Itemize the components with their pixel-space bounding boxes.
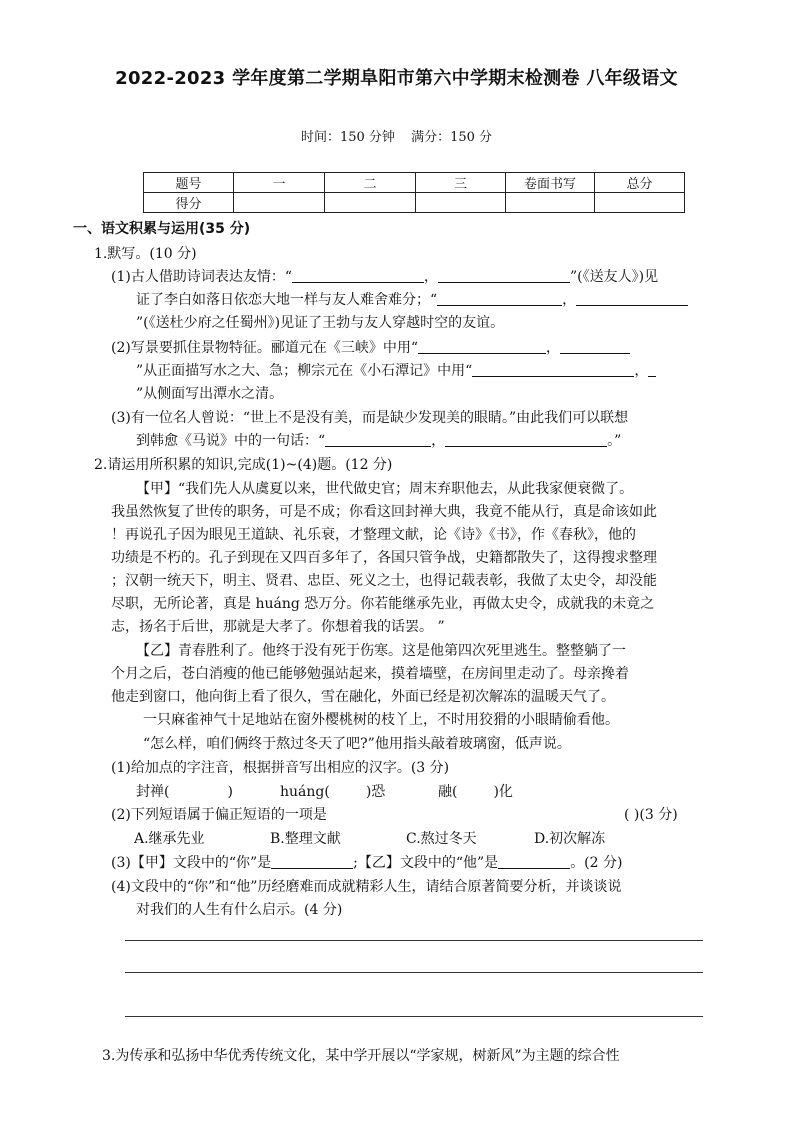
- yi-line: 个月之后，苍白消瘦的他已能够勉强站起来，摸着墙壁，在房间里走动了。母亲搀着: [111, 666, 629, 682]
- q2-s2-question: (2)下列短语属于偏正短语的一项是: [111, 807, 327, 823]
- score-table-score-row: [144, 193, 685, 213]
- q1-p2-line1: [111, 337, 630, 357]
- jia-line: 【甲】“我们先人从虞夏以来，世代做史官；周末弃职他去，从此我家便衰微了。: [136, 481, 634, 497]
- text: (2)写景要抓住景物特征。郦道元在《三峡》中用“: [111, 340, 418, 356]
- fill-blank[interactable]: [445, 432, 607, 447]
- exam-time: 时间：150 分钟: [300, 130, 395, 145]
- yi-line: 【乙】青春胜利了。他终于没有死于伤寒。这是他第四次死里逃生。整整躺了一: [136, 643, 626, 659]
- table-cell: 一: [234, 173, 325, 193]
- q2-label: 2.请运用所积累的知识,完成(1)~(4)题。(12 分): [94, 457, 393, 473]
- fill-blank[interactable]: [498, 854, 570, 869]
- fill-blank[interactable]: [438, 268, 570, 283]
- table-cell: 题号: [144, 173, 234, 193]
- text: (1)古人借助诗词表达友情：“: [111, 269, 292, 285]
- text: )化: [493, 784, 513, 800]
- q2-s1-item-c: [438, 781, 513, 801]
- text: ，: [424, 269, 438, 285]
- table-cell: 二: [325, 173, 416, 193]
- fill-blank[interactable]: [560, 339, 630, 354]
- text: ，: [431, 433, 446, 449]
- q1-p1-line3: ”(《送杜少府之任蜀州》)见证了王勃与友人穿越时空的友谊。: [136, 315, 505, 331]
- score-input-cell[interactable]: [325, 193, 416, 213]
- text: 。”: [607, 433, 622, 449]
- table-cell: 卷面书写: [506, 173, 595, 193]
- table-cell: 三: [416, 173, 506, 193]
- text: ，: [634, 363, 649, 379]
- option-b[interactable]: B.整理文献: [270, 831, 341, 847]
- exam-full-score: 满分：150 分: [411, 130, 493, 145]
- q1-p3-line1: (3)有一位名人曾说：“世上不是没有美，而是缺少发现美的眼睛。”由此我们可以联想: [111, 410, 629, 426]
- text: ，: [546, 340, 560, 356]
- q2-s1-item-b: [280, 781, 385, 801]
- jia-line: 功绩是不朽的。孔子到现在又四百多年了，各国只管争战，史籍都散失了，这得搜求整理: [111, 550, 657, 566]
- jia-line: 尽职，无所论著，真是 huáng 恐万分。你若能继承先业，再做太史令，成就我的未竟之: [111, 596, 655, 612]
- q3-text: 3.为传承和弘扬中华优秀传统文化，某中学开展以“学家规，树新风”为主题的综合性: [102, 1048, 620, 1064]
- jia-line: ；汉朝一统天下，明主、贤君、忠臣、死义之士，也得记载表彰，我做了太史令，却没能: [111, 573, 657, 589]
- score-input-cell[interactable]: [506, 193, 595, 213]
- text: 证了李白如落日依恋大地一样与友人难舍难分；“: [136, 292, 438, 308]
- text: ): [227, 784, 233, 800]
- fill-blank[interactable]: [325, 432, 431, 447]
- text: ”(《送友人》)见: [570, 269, 659, 285]
- yi-line: 一只麻雀神气十足地站在窗外樱桃树的枝丫上，不时用狡猾的小眼睛偷看他。: [143, 712, 619, 728]
- yi-line: 他走到窗口，他向街上看了很久，雪在融化，外面已经是初次解冻的温暖天气了。: [111, 689, 615, 705]
- fill-blank[interactable]: [472, 362, 634, 377]
- score-table: [143, 172, 685, 213]
- section-heading: 一、语文积累与运用(35 分): [73, 221, 251, 237]
- exam-info: [0, 126, 793, 145]
- score-input-cell[interactable]: [416, 193, 506, 213]
- q1-p2-line3: ”从侧面写出潭水之清。: [136, 386, 284, 402]
- option-a[interactable]: A.继承先业: [134, 831, 205, 847]
- page-title: 2022-2023 学年度第二学期阜阳市第六中学期末检测卷 八年级语文: [115, 68, 678, 89]
- q1-p1-line1: [111, 266, 658, 286]
- text: ”从正面描写水之大、急；柳宗元在《小石潭记》中用“: [136, 363, 473, 379]
- option-c[interactable]: C.熬过冬天: [406, 831, 477, 847]
- text: ;【乙】文段中的“他”是: [353, 855, 499, 871]
- text: ，: [562, 292, 577, 308]
- answer-line[interactable]: [125, 1016, 703, 1017]
- yi-line: “怎么样，咱们俩终于熬过冬天了吧?”他用指头敲着玻璃窗，低声说。: [143, 736, 571, 752]
- q2-s2-answer-bracket[interactable]: ( )(3 分): [624, 807, 678, 823]
- q2-s1-item-a: [136, 781, 233, 801]
- jia-line: 志，扬名于后世，那就是大孝了。你想着我的话罢。 ”: [111, 619, 445, 635]
- q2-s1-question: (1)给加点的字注音，根据拼音写出相应的汉字。(3 分): [111, 760, 450, 776]
- answer-line[interactable]: [125, 940, 703, 941]
- text: 到韩愈《马说》中的一句话：“: [136, 433, 326, 449]
- answer-line[interactable]: [125, 972, 703, 973]
- option-d[interactable]: D.初次解冻: [534, 831, 606, 847]
- text: )恐: [365, 784, 386, 800]
- text: 融(: [438, 784, 458, 800]
- table-cell: 得分: [144, 193, 234, 213]
- jia-line: 我虽然恢复了世传的职务，可是不成；你看这回封禅大典，我竟不能从行，真是命该如此: [111, 504, 657, 520]
- q2-s4-line1: (4)文段中的“你”和“他”历经磨难而成就精彩人生，请结合原著简要分析，并谈谈说: [111, 879, 622, 895]
- fill-blank[interactable]: [576, 291, 688, 306]
- fill-blank[interactable]: [292, 268, 424, 283]
- q2-s3: [111, 852, 622, 872]
- fill-blank[interactable]: [418, 339, 546, 354]
- text: 封禅(: [136, 784, 170, 800]
- text: 。(2 分): [570, 855, 623, 871]
- q1-p1-line2: [136, 289, 688, 309]
- fill-blank[interactable]: [271, 854, 353, 869]
- text: huáng(: [280, 784, 330, 800]
- q1-p3-line2: [136, 430, 621, 450]
- q1-label: 1.默写。(10 分): [94, 246, 197, 262]
- fill-blank[interactable]: [648, 362, 656, 377]
- fill-blank[interactable]: [437, 291, 562, 306]
- score-input-cell[interactable]: [595, 193, 685, 213]
- q2-s4-line2: 对我们的人生有什么启示。(4 分): [136, 902, 343, 918]
- text: (3)【甲】文段中的“你”是: [111, 855, 272, 871]
- jia-line: ！再说孔子因为眼见王道缺、礼乐衰，才整理文献，论《诗》《书》，作《春秋》，他的: [111, 527, 636, 543]
- score-table-header-row: [144, 173, 685, 193]
- q1-p2-line2: [136, 360, 656, 380]
- score-input-cell[interactable]: [234, 193, 325, 213]
- table-cell: 总分: [595, 173, 685, 193]
